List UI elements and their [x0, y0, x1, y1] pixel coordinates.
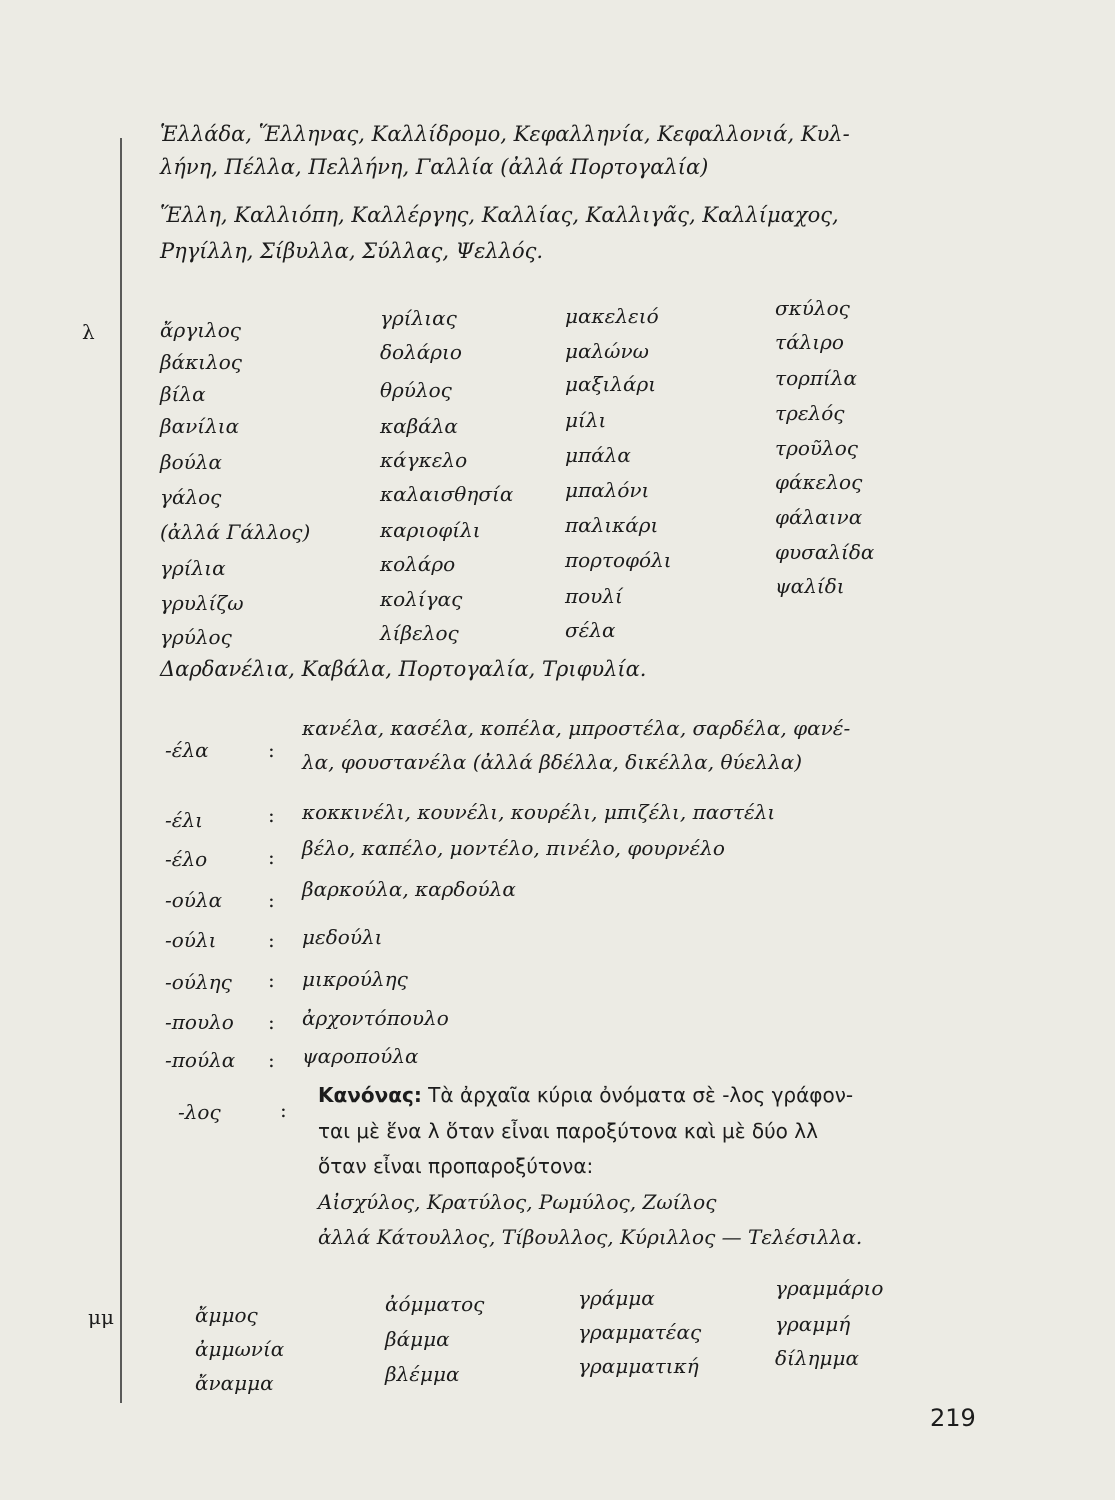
intro-line-4: Ρηγίλλη, Σίβυλλα, Σύλλας, Ψελλός.	[160, 239, 544, 263]
list-item: σέλα	[565, 618, 616, 642]
list-item: φυσαλίδα	[775, 540, 875, 564]
suffix-colon: :	[268, 1010, 275, 1034]
suffix-examples: ψαροπούλα	[302, 1044, 419, 1068]
rule-label: Κανόνας:	[318, 1083, 422, 1107]
page-number: 219	[930, 1404, 976, 1432]
list-item: μίλι	[565, 408, 607, 432]
suffix-colon: :	[268, 738, 275, 762]
list-item: τορπίλα	[775, 366, 858, 390]
suffix-label: -ούλης	[165, 970, 232, 994]
suffix-label: -ούλι	[165, 928, 217, 952]
list-item: κολάρο	[380, 552, 456, 576]
list-item: τρελός	[775, 401, 845, 425]
suffix-colon: :	[268, 928, 275, 952]
list-item: παλικάρι	[565, 513, 659, 537]
list-item: ψαλίδι	[775, 574, 845, 598]
suffix-examples-continued: λα, φουστανέλα (ἀλλά βδέλλα, δικέλλα, θύελλα)	[302, 750, 803, 774]
intro-line-2: λήνη, Πέλλα, Πελλήνη, Γαλλία (ἀλλά Πορτογαλία)	[160, 155, 709, 179]
suffix-label: -πουλο	[165, 1010, 234, 1034]
list-item: μαξιλάρι	[565, 372, 657, 396]
rule-example-2: ἀλλά Κάτουλλος, Τίβουλλος, Κύριλλος — Τελέσιλλα.	[318, 1225, 863, 1249]
list-item: γρύλος	[160, 625, 232, 649]
list-item: μαλώνω	[565, 339, 649, 363]
list-item: πουλί	[565, 584, 623, 608]
suffix-label: -πούλα	[165, 1048, 236, 1072]
rule-example-1: Αἰσχύλος, Κρατύλος, Ρωμύλος, Ζωίλος	[318, 1190, 717, 1214]
rule-text-1: Τὰ ἀρχαῖα κύρια ὀνόματα σὲ -λος γράφον-	[421, 1083, 854, 1107]
list-item: πορτοφόλι	[565, 548, 672, 572]
list-item: τάλιρο	[775, 330, 844, 354]
list-item: βάκιλος	[160, 350, 242, 374]
suffix-label: -ούλα	[165, 888, 223, 912]
list-item: τροῦλος	[775, 436, 858, 460]
suffix-examples: βαρκούλα, καρδούλα	[302, 877, 516, 901]
section-letter-mu: μμ	[88, 1305, 114, 1329]
rule-line-3: ὅταν εἶναι προπαροξύτονα:	[318, 1154, 594, 1178]
list-item: βίλα	[160, 382, 206, 406]
vertical-rule	[120, 138, 122, 1403]
list-item: γάλος	[160, 485, 222, 509]
list-item: γραμμή	[775, 1312, 851, 1336]
list-item: φάλαινα	[775, 505, 863, 529]
rule-line-1	[318, 1083, 853, 1107]
list-item: φάκελος	[775, 470, 863, 494]
list-item: θρύλος	[380, 378, 452, 402]
list-item: βάμμα	[385, 1327, 450, 1351]
list-item: λίβελος	[380, 621, 459, 645]
suffix-colon: :	[268, 888, 275, 912]
list-item: δολάριο	[380, 340, 462, 364]
list-item: γραμματέας	[578, 1320, 702, 1344]
list-item: μπάλα	[565, 443, 631, 467]
list-item: γραμμάριο	[775, 1276, 884, 1300]
rule-line-2: ται μὲ ἕνα λ ὅταν εἶναι παροξύτονα καὶ μὲ δύο λλ	[318, 1119, 818, 1143]
list-item: μπαλόνι	[565, 478, 650, 502]
list-item: βλέμμα	[385, 1362, 460, 1386]
suffix-label: -λος	[178, 1100, 221, 1124]
list-item: γρίλια	[160, 556, 226, 580]
suffix-colon: :	[268, 968, 275, 992]
suffix-label: -έλο	[165, 847, 208, 871]
suffix-examples: κανέλα, κασέλα, κοπέλα, μπροστέλα, σαρδέλα, φανέ-	[302, 716, 851, 740]
list-item: γραμματική	[578, 1354, 699, 1378]
list-item: μακελειό	[565, 304, 659, 328]
list-item: ἄναμμα	[195, 1371, 274, 1395]
suffix-examples: κοκκινέλι, κουνέλι, κουρέλι, μπιζέλι, παστέλι	[302, 800, 776, 824]
suffix-colon: :	[268, 803, 275, 827]
list-item: γράμμα	[578, 1286, 655, 1310]
list-item: βανίλια	[160, 414, 240, 438]
suffix-label: -έλα	[165, 738, 209, 762]
suffix-examples: ἀρχοντόπουλο	[302, 1006, 449, 1030]
list-item: καριοφίλι	[380, 518, 481, 542]
list-item: ἀόμματος	[385, 1292, 485, 1316]
suffix-label: -έλι	[165, 808, 204, 832]
suffix-examples: μεδούλι	[302, 925, 383, 949]
suffix-examples: μικρούλης	[302, 967, 408, 991]
list-item: γρίλιας	[380, 306, 457, 330]
list-item: δίλημμα	[775, 1346, 860, 1370]
list-item: σκύλος	[775, 296, 850, 320]
list-item: ἀμμωνία	[195, 1337, 285, 1361]
list-item: (ἀλλά Γάλλος)	[160, 520, 311, 544]
list-item: βούλα	[160, 450, 222, 474]
intro-line-1: Ἑλλάδα, Ἕλληνας, Καλλίδρομο, Κεφαλληνία, Κεφαλλονιά, Κυλ-	[160, 122, 850, 146]
suffix-colon: :	[268, 1048, 275, 1072]
list-item: ἄργιλος	[160, 318, 241, 342]
list-item: γρυλίζω	[160, 591, 244, 615]
intro-line-3: Ἕλλη, Καλλιόπη, Καλλέργης, Καλλίας, Καλλιγᾶς, Καλλίμαχος,	[160, 203, 839, 227]
suffix-colon: :	[280, 1098, 287, 1122]
section-letter-lambda: λ	[82, 320, 95, 344]
list-item: κάγκελο	[380, 448, 468, 472]
list-item: κολίγας	[380, 587, 463, 611]
list-item: ἄμμος	[195, 1303, 258, 1327]
list-item: καβάλα	[380, 414, 458, 438]
suffix-examples: βέλο, καπέλο, μοντέλο, πινέλο, φουρνέλο	[302, 836, 725, 860]
lambda-closing-line: Δαρδανέλια, Καβάλα, Πορτογαλία, Τριφυλία.	[160, 657, 647, 681]
list-item: καλαισθησία	[380, 482, 514, 506]
suffix-colon: :	[268, 845, 275, 869]
